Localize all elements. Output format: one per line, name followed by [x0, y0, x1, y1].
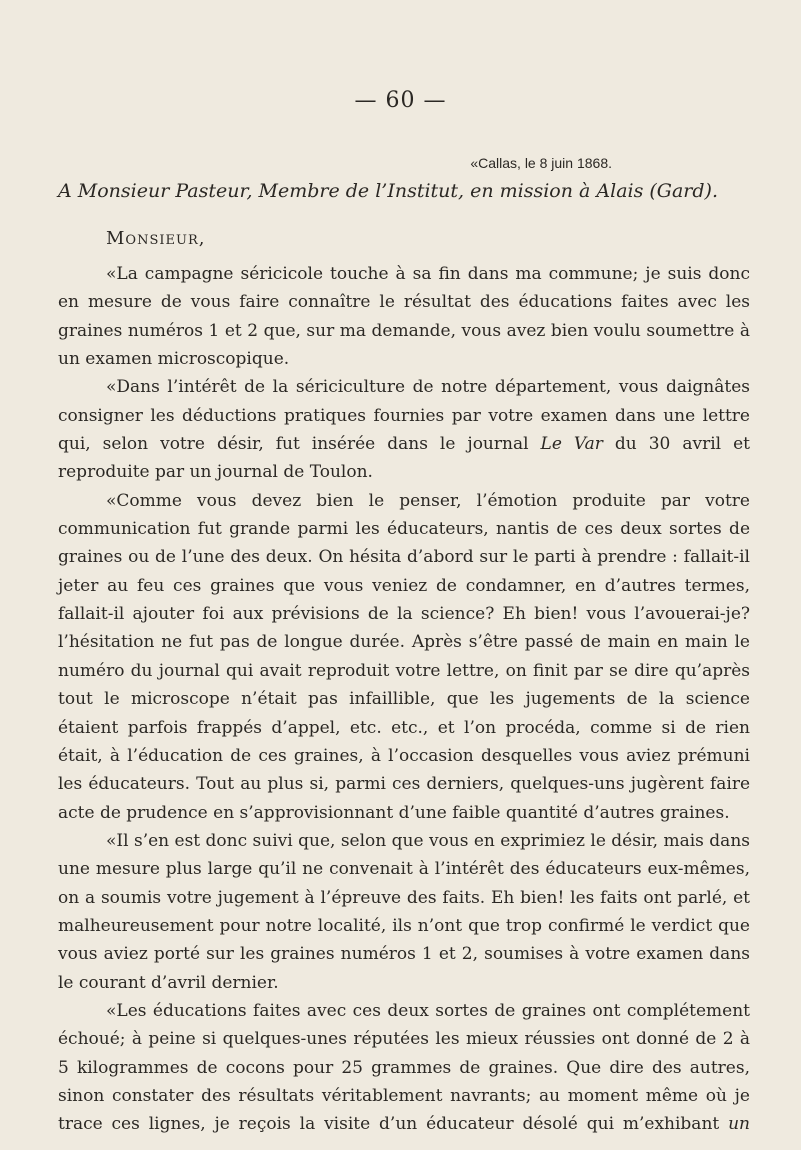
paragraph [58, 997, 750, 1139]
text-run: «Dans l’intérêt de la sériciculture de notre département, vous daignâtes consigner les déductions pratiques fournies par votre examen dans une lettre qui, selon votre désir, fut insérée dans le journal [58, 377, 750, 455]
paragraph [58, 373, 750, 486]
text-run: «La campagne séricicole touche à sa fin dans ma commune; je suis donc en mesure de vous faire connaître le résultat des éducations faites avec les graines numéros 1 et 2 que, sur ma demande, vous avez bien voulu soumettre à un examen microscopique. [58, 264, 750, 370]
paragraph [58, 487, 750, 827]
text-run: du 30 avril et reproduite par un journal de Toulon. [58, 434, 750, 483]
letter-address: A Monsieur Pasteur, Membre de l’Institut, en mission à Alais (Gard). [58, 180, 718, 202]
text-run: «Il s’en est donc suivi que, selon que vous en exprimiez le désir, mais dans une mesure plus large qu’il ne convenait à l’intérêt des éducateurs eux-mêmes, on a soumis votre jugement à l’épreuve des faits. Eh bien! les faits ont parlé, et malheureusement pour notre localité, ils n’ont que trop confirmé le verdict que vous aviez porté sur les graines numéros 1 et 2, soumises à votre examen dans le courant d’avril dernier. [58, 830, 750, 993]
text-run: «Comme vous devez bien le penser, l’émotion produite par votre communication fut grande parmi les éducateurs, nantis de ces deux sortes de graines ou de l’une des deux. On hésita d’abord sur le parti à prendre : fallait-il jeter au feu ces graines que vous veniez de condamner, en d’autres termes, fallait-il ajouter foi aux prévisions de la science? Eh bien! vous l’avouerai-je? l’hésitation ne fut pas de longue durée. Après s’être passé de main en main le numéro du journal qui avait reproduit votre lettre, on finit par se dire qu’après tout le microscope n’était pas infaillible, que les jugements de la science étaient parfois frappés d’appel, etc. etc., et l’on procéda, comme si de rien était, à l’éducation de ces graines, à l’occasion desquelles vous aviez prémuni les éducateurs. Tout au plus si, parmi ces derniers, quelques-uns jugèrent faire acte de prudence en s’approvisionnant d’une faible quantité d’autres graines. [58, 490, 750, 823]
page-number: — 60 — [354, 88, 447, 113]
paragraph [58, 827, 750, 997]
dateline: «Callas, le 8 juin 1868. [470, 155, 612, 171]
italic-text: un [728, 1114, 750, 1135]
paragraph [58, 260, 750, 373]
letter-body [58, 260, 750, 1139]
salutation: Monsieur, [106, 228, 206, 249]
italic-text: Le Var [540, 434, 603, 455]
text-run: «Les éducations faites avec ces deux sortes de graines ont complétement échoué; à peine si quelques-unes réputées les mieux réussies ont donné de 2 à 5 kilogrammes de cocons pour 25 grammes de graines. Que dire des autres, sinon constater des résultats véritablement navrants; au moment même où je trace ces lignes, je reçois la visite d’un éducateur désolé qui m’exhibant [58, 1000, 750, 1135]
